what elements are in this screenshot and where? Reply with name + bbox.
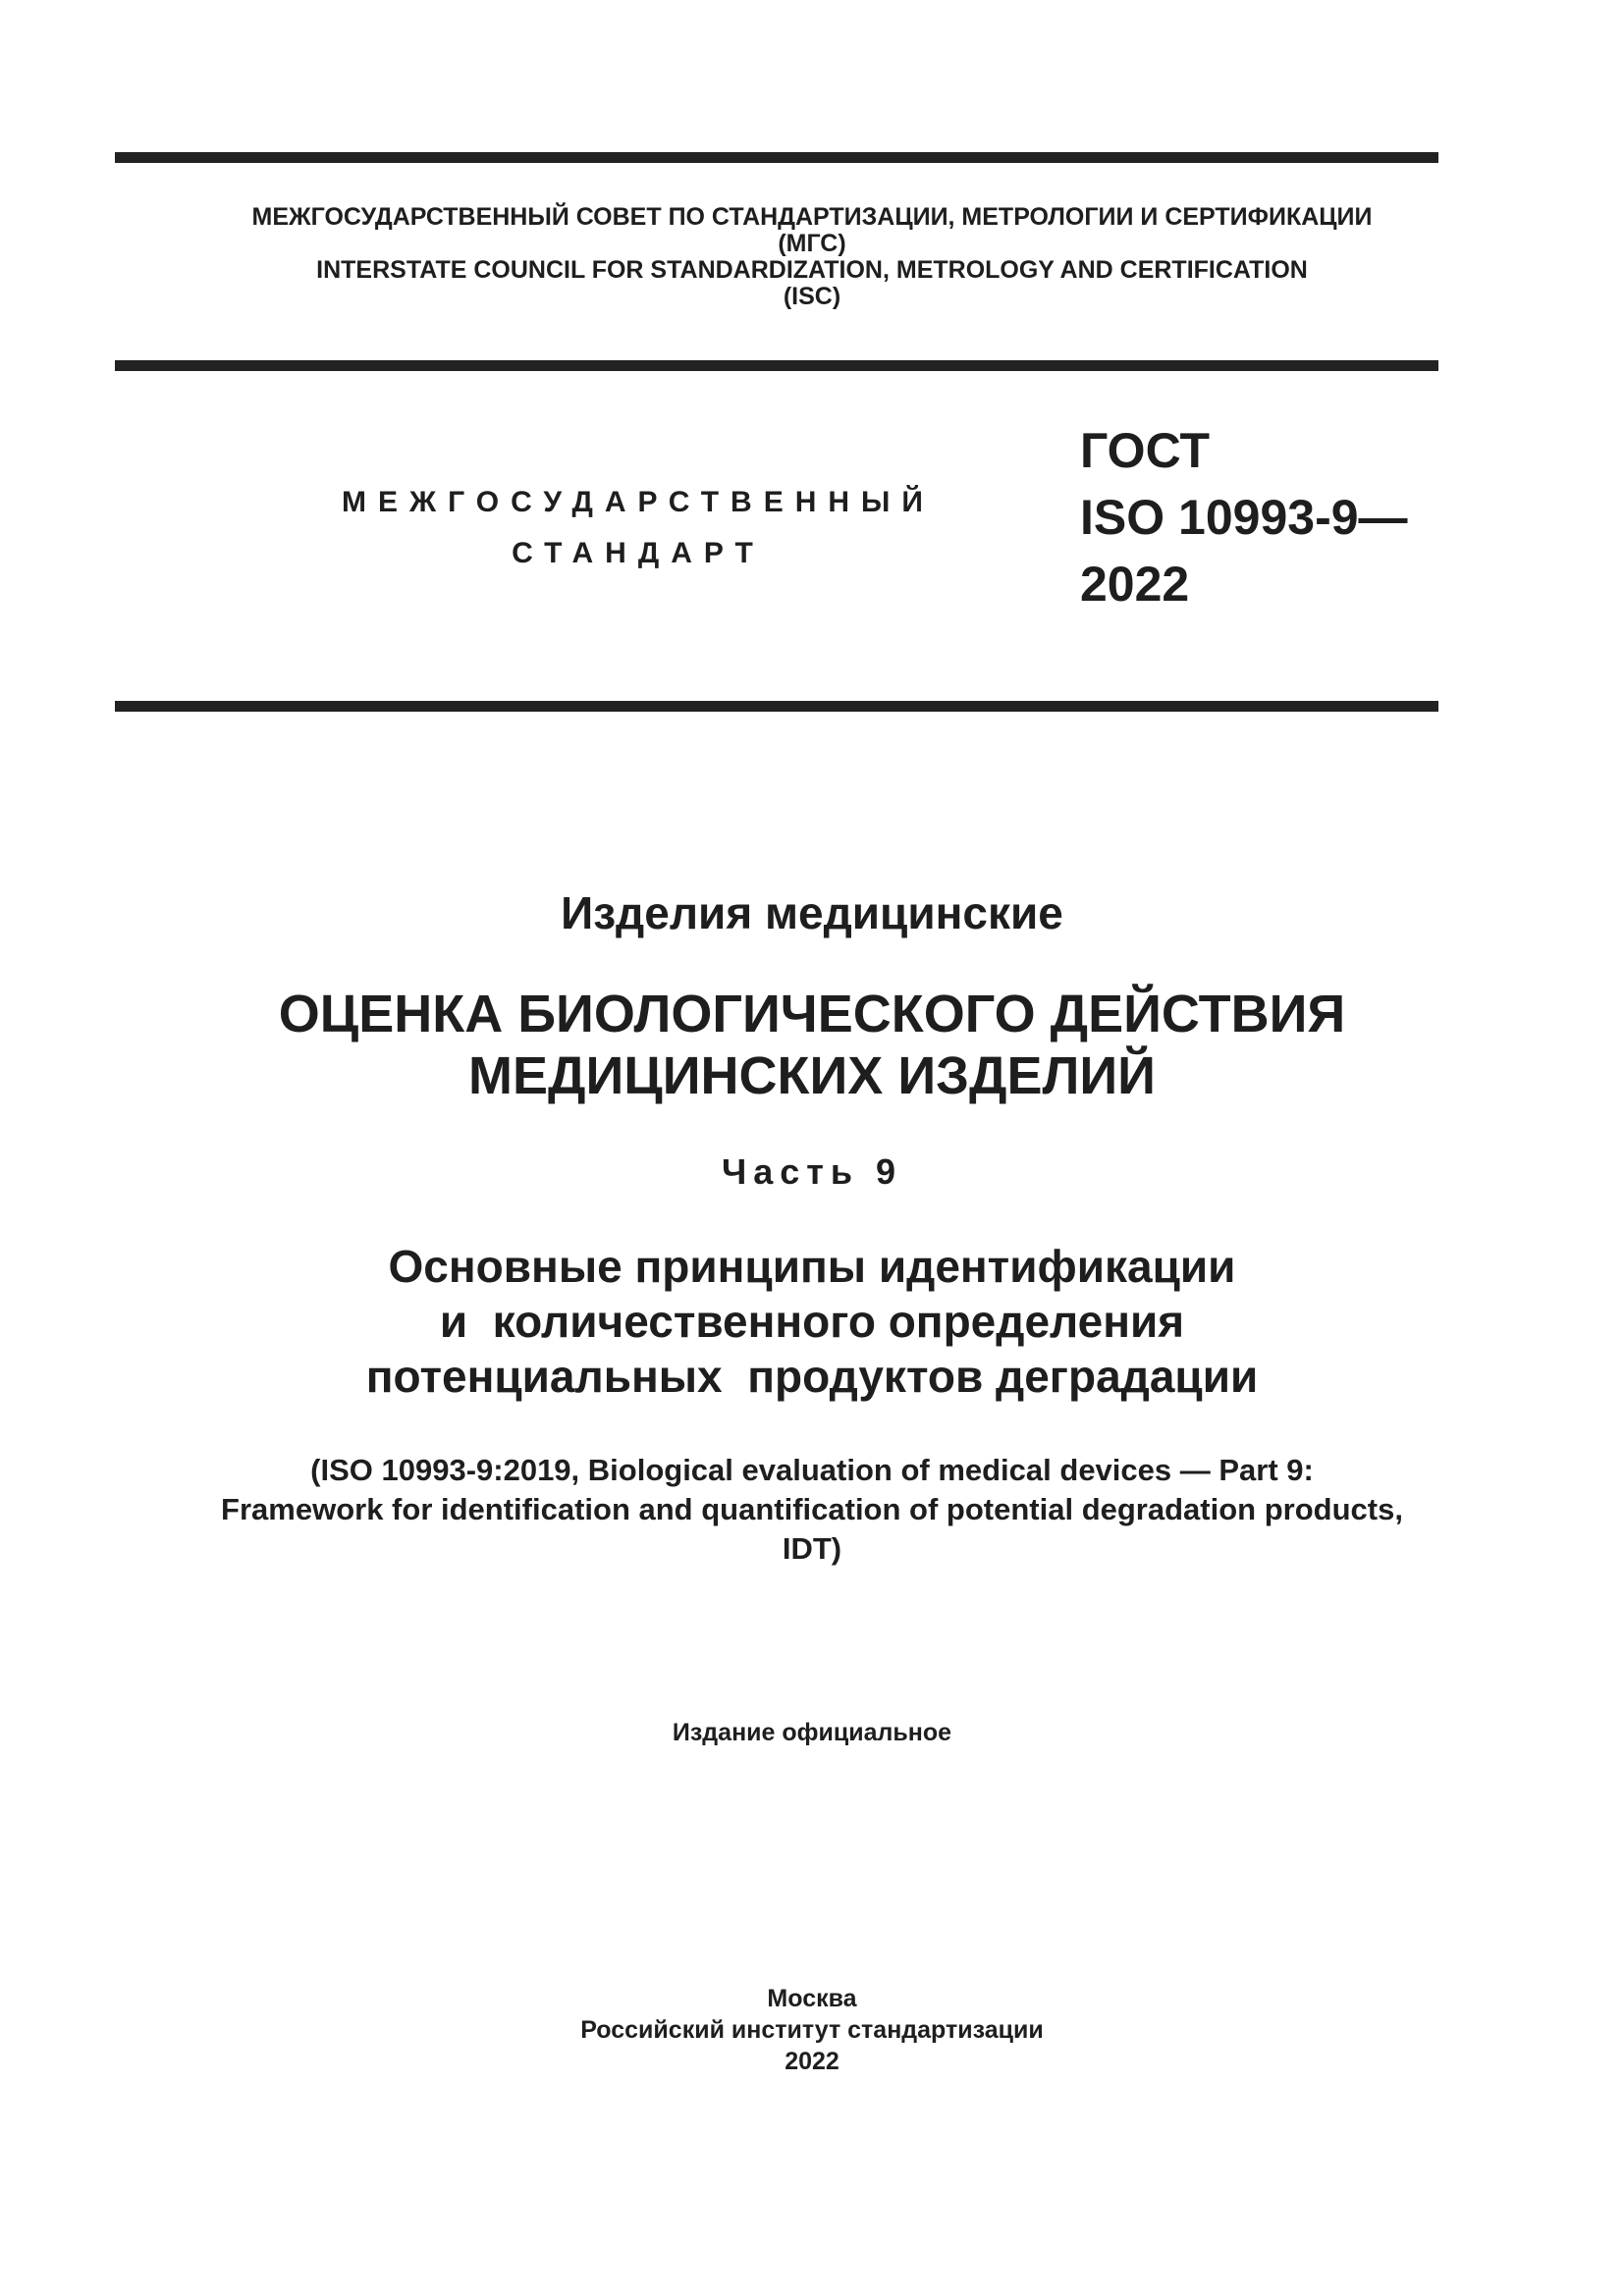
edition-label: Издание официальное: [672, 1719, 952, 1746]
standard-kind: [324, 477, 952, 579]
designation-line1: ГОСТ: [1080, 423, 1210, 478]
publisher-year: 2022: [785, 2048, 839, 2075]
council-ru-abbr: (МГС): [778, 230, 846, 257]
publisher-name: Российский институт стандартизации: [580, 2016, 1044, 2044]
standard-kind-line1: МЕЖГОСУДАРСТВЕННЫЙ: [342, 486, 935, 518]
council-ru: МЕЖГОСУДАРСТВЕННЫЙ СОВЕТ ПО СТАНДАРТИЗАЦИИ, МЕТРОЛОГИИ И СЕРТИФИКАЦИИ: [251, 203, 1373, 231]
title-main: [0, 984, 1624, 1107]
title-sub-line2: и количественного определения: [439, 1296, 1185, 1347]
title-sub-line1: Основные принципы идентификации: [388, 1241, 1236, 1292]
iso-reference-line2: Framework for identification and quantification of potential degradation products,: [221, 1492, 1403, 1526]
title-main-line1: ОЦЕНКА БИОЛОГИЧЕСКОГО ДЕЙСТВИЯ: [278, 985, 1346, 1043]
title-sub-line3: потенциальных продуктов деградации: [365, 1351, 1259, 1402]
publisher-city: Москва: [767, 1985, 857, 2012]
iso-reference: [0, 1451, 1624, 1569]
publisher-block: [0, 1983, 1624, 2077]
title-group: Изделия медицинские: [561, 887, 1063, 938]
council-block: [0, 204, 1624, 310]
designation-line3: 2022: [1080, 557, 1190, 612]
part-number: Часть 9: [721, 1151, 903, 1192]
standard-kind-line2: СТАНДАРТ: [512, 537, 765, 569]
designation-line2: ISO 10993-9—: [1080, 490, 1408, 545]
council-en: INTERSTATE COUNCIL FOR STANDARDIZATION, METROLOGY AND CERTIFICATION: [316, 256, 1308, 284]
title-main-line2: МЕДИЦИНСКИХ ИЗДЕЛИЙ: [468, 1046, 1156, 1105]
title-sub: [0, 1239, 1624, 1404]
bottom-rule: [115, 701, 1438, 712]
council-en-abbr: (ISC): [783, 283, 841, 310]
iso-reference-line1: (ISO 10993-9:2019, Biological evaluation of medical devices — Part 9:: [310, 1453, 1314, 1487]
middle-rule: [115, 360, 1438, 371]
standard-designation: [1080, 417, 1408, 617]
top-rule: [115, 152, 1438, 163]
iso-reference-line3: IDT): [782, 1531, 842, 1566]
